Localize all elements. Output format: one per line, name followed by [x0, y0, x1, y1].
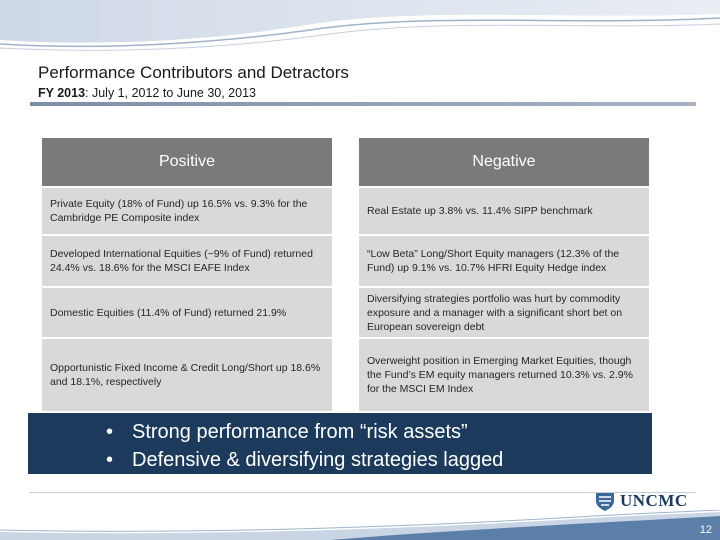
- uncmc-logo: [594, 490, 688, 512]
- summary-bullet: [106, 418, 652, 446]
- positive-item: Private Equity (18% of Fund) up 16.5% vs. 9.3% for the Cambridge PE Composite index: [42, 188, 332, 234]
- negative-item: Overweight position in Emerging Market Equities, though the Fund’s EM equity managers returned 10.3% vs. 2.9% for the MSCI EM Index: [359, 339, 649, 411]
- positive-column: [42, 138, 332, 413]
- bullet-marker: •: [106, 449, 114, 471]
- negative-header: Negative: [359, 138, 649, 186]
- summary-text: Defensive & diversifying strategies lagged: [132, 449, 504, 471]
- bullet-marker: •: [106, 421, 114, 443]
- summary-bullet: [106, 446, 652, 474]
- bottom-decorative-wave: [0, 510, 720, 540]
- subtitle-fiscal-year: FY 2013: [38, 86, 86, 100]
- page-number: 12: [699, 524, 712, 536]
- positive-item: Developed International Equities (~9% of Fund) returned 24.4% vs. 18.6% for the MSCI EAFE Index: [42, 236, 332, 286]
- summary-box: [28, 413, 652, 474]
- shield-icon: [594, 490, 616, 512]
- top-decorative-wave: [0, 0, 720, 60]
- positive-item: Opportunistic Fixed Income & Credit Long/Short up 18.6% and 18.1%, respectively: [42, 339, 332, 411]
- slide-subtitle: [38, 86, 256, 100]
- title-divider: [30, 102, 696, 106]
- subtitle-date-range: : July 1, 2012 to June 30, 2013: [85, 86, 256, 100]
- positive-item: Domestic Equities (11.4% of Fund) returned 21.9%: [42, 288, 332, 337]
- positive-header: Positive: [42, 138, 332, 186]
- summary-text: Strong performance from “risk assets”: [132, 421, 468, 443]
- slide-title: Performance Contributors and Detractors: [38, 63, 349, 82]
- logo-text: UNCMC: [620, 491, 688, 510]
- negative-item: “Low Beta” Long/Short Equity managers (12.3% of the Fund) up 9.1% vs. 10.7% HFRI Equity Hedge index: [359, 236, 649, 286]
- negative-column: [359, 138, 649, 413]
- negative-item: Real Estate up 3.8% vs. 11.4% SIPP benchmark: [359, 188, 649, 234]
- negative-item: Diversifying strategies portfolio was hurt by commodity exposure and a manager with a significant short bet on European sovereign debt: [359, 288, 649, 337]
